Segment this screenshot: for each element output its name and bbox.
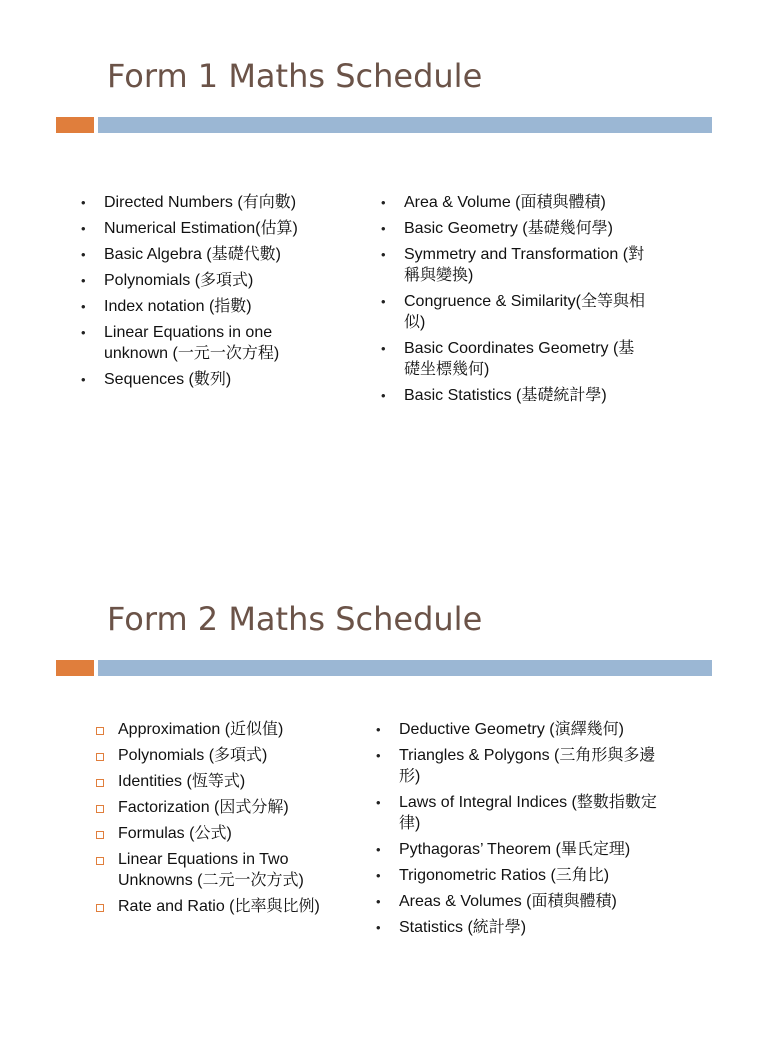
list-item: • Basic Geometry (基礎幾何學) [380, 218, 650, 239]
list-item: • Basic Statistics (基礎統計學) [380, 385, 650, 406]
list-item: • Sequences (數列) [80, 369, 340, 390]
form2-blue-accent-bar [98, 660, 712, 676]
list-item: • Basic Coordinates Geometry (基礎坐標幾何) [380, 338, 650, 380]
list-item: • Areas & Volumes (面積與體積) [375, 891, 665, 912]
form1-slide [0, 0, 768, 512]
list-item: • Triangles & Polygons (三角形與多邊形) [375, 745, 665, 787]
list-item: • Linear Equations in one unknown (一元一次方程) [80, 322, 340, 364]
list-item: • Area & Volume (面積與體積) [380, 192, 650, 213]
list-item: • Numerical Estimation(估算) [80, 218, 340, 239]
list-item: • Index notation (指數) [80, 296, 340, 317]
form2-topic-list-right [375, 719, 665, 943]
form1-orange-accent-bar [56, 117, 94, 133]
list-item: • Pythagoras’ Theorem (畢氏定理) [375, 839, 665, 860]
list-item: • Trigonometric Ratios (三角比) [375, 865, 665, 886]
form2-orange-accent-bar [56, 660, 94, 676]
form2-slide [0, 543, 768, 1055]
list-item: • Basic Algebra (基礎代數) [80, 244, 340, 265]
list-item: Polynomials (多項式) [96, 745, 346, 766]
list-item: Linear Equations in Two Unknowns (二元一次方式) [96, 849, 346, 891]
form1-title: Form 1 Maths Schedule [107, 57, 483, 95]
list-item: Rate and Ratio (比率與比例) [96, 896, 346, 917]
list-item: • Polynomials (多項式) [80, 270, 340, 291]
list-item: • Congruence & Similarity(全等與相似) [380, 291, 650, 333]
list-item: • Directed Numbers (有向數) [80, 192, 340, 213]
form1-topic-list-right [380, 192, 650, 411]
list-item: Identities (恆等式) [96, 771, 346, 792]
list-item: • Laws of Integral Indices (整數指數定律) [375, 792, 665, 834]
form1-topic-list-left [80, 192, 340, 395]
list-item: • Deductive Geometry (演繹幾何) [375, 719, 665, 740]
form1-blue-accent-bar [98, 117, 712, 133]
list-item: Formulas (公式) [96, 823, 346, 844]
form2-topic-list-left [96, 719, 346, 922]
list-item: Approximation (近似值) [96, 719, 346, 740]
list-item: • Statistics (統計學) [375, 917, 665, 938]
list-item: • Symmetry and Transformation (對稱與變換) [380, 244, 650, 286]
form2-title: Form 2 Maths Schedule [107, 600, 483, 638]
list-item: Factorization (因式分解) [96, 797, 346, 818]
